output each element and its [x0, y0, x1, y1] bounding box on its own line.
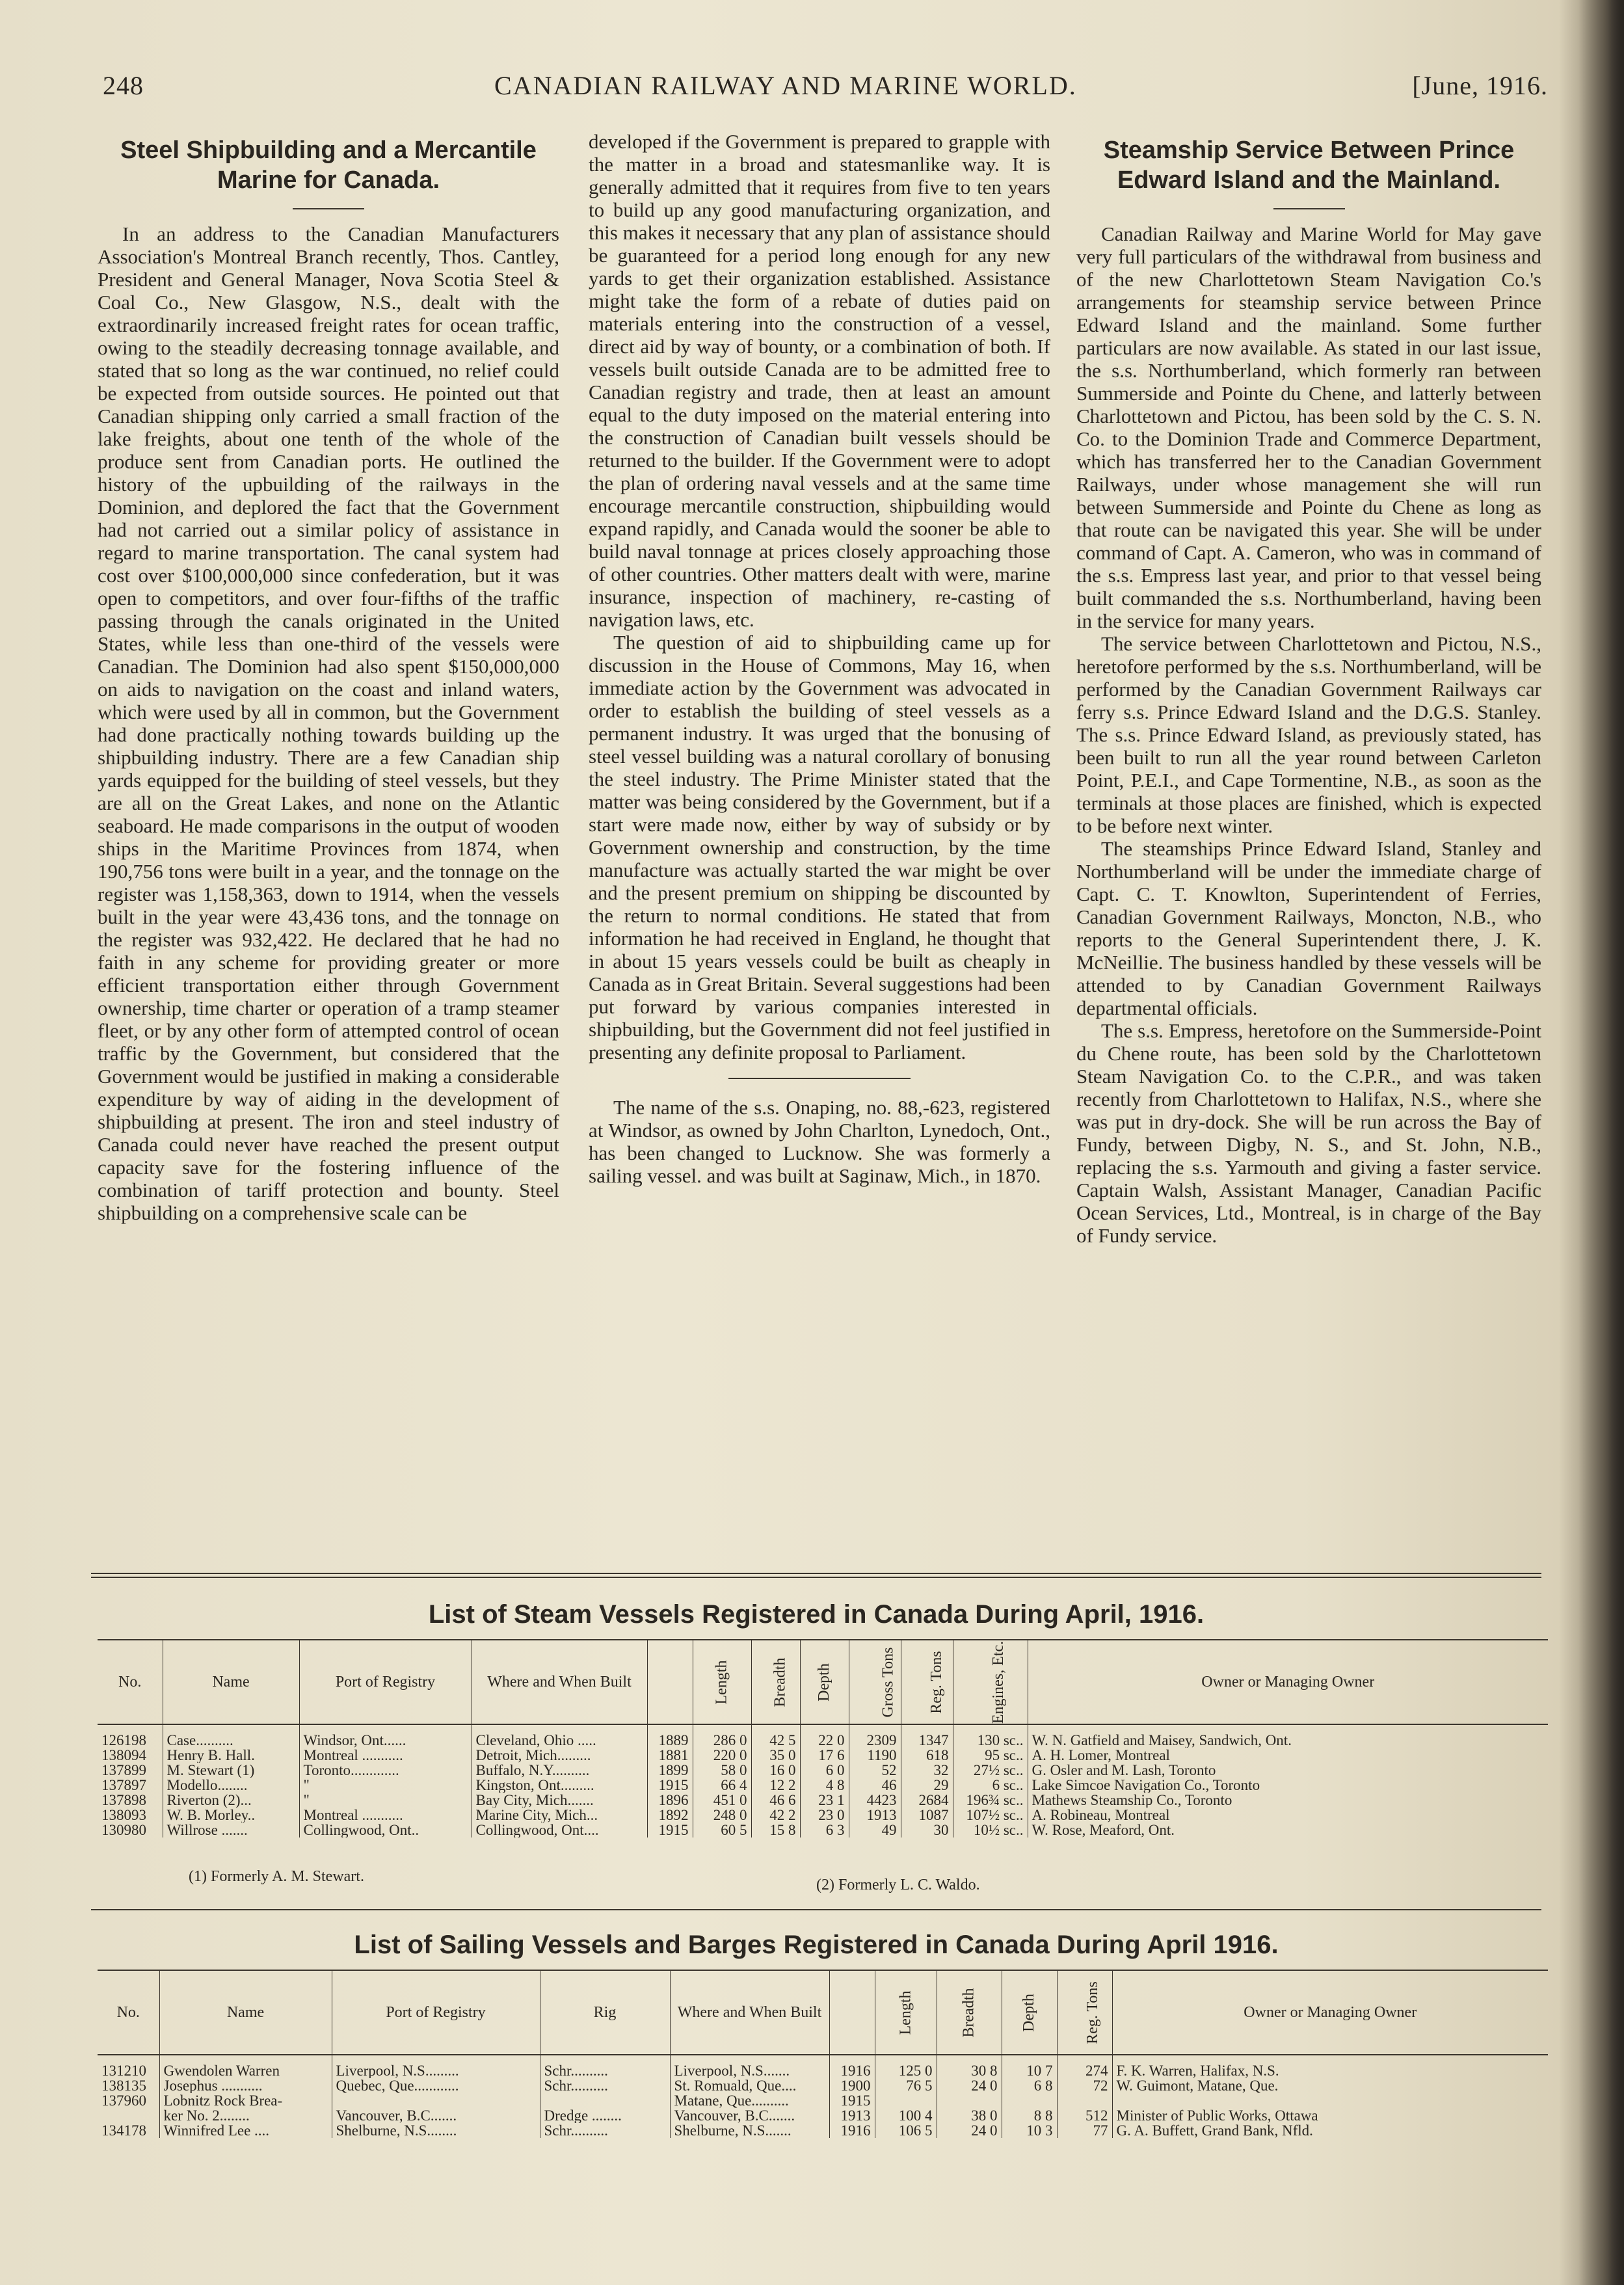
column-header: Name: [159, 1970, 332, 2055]
table-cell: 130 sc..: [953, 1724, 1028, 1748]
table-cell: 137960: [98, 2093, 159, 2108]
table-cell: 46 6: [751, 1793, 800, 1808]
table-cell: 220 0: [693, 1748, 751, 1763]
title-rule: [1273, 208, 1345, 209]
table-cell: 10½ sc..: [953, 1823, 1028, 1837]
table-cell: 24 0: [937, 2078, 1002, 2093]
table-cell: 125 0: [875, 2055, 937, 2078]
table-cell: Vancouver, B.C.......: [332, 2108, 540, 2123]
table-cell: F. K. Warren, Halifax, N.S.: [1116, 2063, 1279, 2078]
table-cell: 17 6: [800, 1748, 849, 1763]
table-cell: 451 0: [693, 1793, 751, 1808]
table-cell: 196¾ sc..: [953, 1793, 1028, 1808]
table-cell: 1915: [829, 2093, 875, 2108]
column-header: Port of Registry: [299, 1640, 472, 1724]
table-cell: Windsor, Ont......: [299, 1724, 472, 1748]
table-cell: 1916: [829, 2123, 875, 2138]
table-row: [98, 1808, 1548, 1823]
table-cell: Willrose .......: [163, 1823, 299, 1837]
table-cell: W. B. Morley..: [163, 1808, 299, 1823]
table-cell: W. N. Gatfield and Maisey, Sandwich, Ont.: [1032, 1732, 1292, 1748]
table-cell: 131210: [98, 2055, 159, 2078]
table-row: [98, 1724, 1548, 1748]
table-cell: W. Guimont, Matane, Que.: [1116, 2078, 1279, 2093]
table-cell: Collingwood, Ont....: [472, 1823, 647, 1837]
section-divider: [91, 1573, 1541, 1578]
table-cell: 138093: [98, 1808, 163, 1823]
table-cell: Henry B. Hall.: [163, 1748, 299, 1763]
table-cell: [1112, 2093, 1548, 2108]
table-cell: Schr..........: [540, 2078, 670, 2093]
table-cell: Schr..........: [540, 2123, 670, 2138]
sail-table-title: List of Sailing Vessels and Barges Registered in Canada During April 1916.: [354, 1931, 1279, 1959]
table-cell: 1900: [829, 2078, 875, 2093]
footnote: (2) Formerly L. C. Waldo.: [816, 1877, 980, 1893]
table-cell: 1896: [647, 1793, 693, 1808]
table-cell: Montreal ...........: [299, 1748, 472, 1763]
steam-table-title: List of Steam Vessels Registered in Canada During April, 1916.: [428, 1600, 1205, 1629]
table-cell: Case..........: [163, 1724, 299, 1748]
table-cell: M. Stewart (1): [163, 1763, 299, 1778]
table-cell: Riverton (2)...: [163, 1793, 299, 1808]
table-row: [98, 2123, 1548, 2138]
table-row: [98, 2108, 1548, 2123]
article-steamship-service: [1076, 130, 1541, 1247]
table-cell: ker No. 2........: [159, 2108, 332, 2123]
table-cell: 1190: [849, 1748, 901, 1763]
table-cell: 23 0: [800, 1808, 849, 1823]
table-cell: 30: [901, 1823, 953, 1837]
article-paragraph: The steamships Prince Edward Island, Stanley and Northumberland will be under the immediate charge of Capt. C. T. Knowlton, Superintendent of Ferries, Canadian Government Railways, Moncton, N.B., who reports to the General Superintendent there, J. K. McNeillie. The business handled by these vessels will be attended to by Canadian Government Railways departmental officials.: [1076, 837, 1541, 1019]
page-edge-shadow: [1578, 0, 1624, 2285]
table-cell: 134178: [98, 2123, 159, 2138]
table-cell: 1899: [647, 1763, 693, 1778]
table-cell: 126198: [98, 1724, 163, 1748]
table-cell: 32: [901, 1763, 953, 1778]
table-cell: 4 8: [800, 1778, 849, 1793]
table-row: [98, 2078, 1548, 2093]
table-cell: 72: [1057, 2078, 1112, 2093]
table-cell: Liverpool, N.S.......: [670, 2055, 829, 2078]
column-header: Port of Registry: [332, 1970, 540, 2055]
table-cell: Modello........: [163, 1778, 299, 1793]
table-cell: Montreal ...........: [299, 1808, 472, 1823]
article-paragraph: The question of aid to shipbuilding came up for discussion in the House of Commons, May 16, when immediate action by the Government was advocated in order to establish the building of steel vessels as a permanent industry. It was urged that the bonusing of steel vessel building was a natural corollary of bonusing the steel industry. The Prime Minister stated that the matter was being considered by the Government, but if a start were made now, either by way of subsidy or by Government ownership and construction, by the time manufacture was actually started the war might be over and the present premium on shipping be discounted by the return to normal conditions. He stated that from information he had received in England, he thought that in about 15 years vessels could be built as cheaply in Canada as in Great Britain. Several suggestions had been put forward by various companies interested in shipbuilding, but the Government did not feel justified in presenting any definite proposal to Parliament.: [589, 631, 1050, 1063]
table-cell: 2309: [849, 1724, 901, 1748]
table-cell: 137898: [98, 1793, 163, 1808]
table-cell: Mathews Steamship Co., Toronto: [1032, 1793, 1232, 1808]
title-rule: [293, 208, 364, 209]
table-cell: Josephus ...........: [159, 2078, 332, 2093]
article-paragraph-continued: developed if the Government is prepared to grapple with the matter in a broad and statesmanlike way. It is generally admitted that it requires from five to ten years to build up any good manufacturing organization, and this makes it necessary that any plan of assistance should be guaranteed for a period long enough for any new yards to get their organization established. Assistance might take the form of a rebate of duties paid on materials entering into the construction of a vessel, direct aid by way of bounty, or a combination of both. If vessels built outside Canada are to be admitted free to Canadian registry and trade, then at least an amount equal to the duty imposed on the material entering into the construction of Canadian built vessels should be returned to the builder. If the Government were to adopt the plan of ordering naval vessels and at the same time encourage mercantile construction, shipbuilding would expand rapidly, and Canada would the sooner be able to build naval tonnage at prices closely approaching those of other countries. Other matters dealt with were, marine insurance, inspection of machinery, re-casting of navigation laws, etc.: [589, 130, 1050, 631]
table-cell: 58 0: [693, 1763, 751, 1778]
table-cell: 49: [849, 1823, 901, 1837]
column-header: Where and When Built: [472, 1640, 647, 1724]
section-divider: [91, 1909, 1541, 1912]
table-cell: G. Osler and M. Lash, Toronto: [1032, 1763, 1216, 1778]
table-cell: G. A. Buffett, Grand Bank, Nfld.: [1116, 2123, 1313, 2138]
table-cell: 106 5: [875, 2123, 937, 2138]
article-paragraph: The service between Charlottetown and Pictou, N.S., heretofore performed by the s.s. Northumberland, will be performed by the Canadian Government Railways car ferry s.s. Prince Edward Island and the D.G.S. Stanley. The s.s. Prince Edward Island, as previously stated, has been built to run all the year round between Carleton Point, P.E.I., and Cape Tormentine, N.B., as soon as the terminals at those places are finished, which is expected to be before next winter.: [1076, 632, 1541, 837]
table-cell: 137899: [98, 1763, 163, 1778]
table-cell: W. Rose, Meaford, Ont.: [1032, 1823, 1175, 1837]
article-title: Steel Shipbuilding and a Mercantile Marine for Canada.: [120, 137, 537, 194]
issue-date: [June, 1916.: [1412, 71, 1548, 100]
table-cell: 1913: [849, 1808, 901, 1823]
table-cell: [332, 2093, 540, 2108]
column-header: Breadth: [937, 1970, 1002, 2055]
table-row: [98, 2093, 1548, 2108]
table-cell: 6 sc..: [953, 1778, 1028, 1793]
table-header-row: [98, 1640, 1548, 1724]
column-header: Name: [163, 1640, 299, 1724]
table-cell: 42 5: [751, 1724, 800, 1748]
sailing-vessels-table: [98, 1970, 1548, 2138]
column-header: Breadth: [751, 1640, 800, 1724]
table-cell: 8 8: [1002, 2108, 1057, 2123]
column-header: No.: [98, 1640, 163, 1724]
table-cell: ": [299, 1778, 472, 1793]
table-cell: Gwendolen Warren: [159, 2055, 332, 2078]
table-cell: 29: [901, 1778, 953, 1793]
table-cell: Quebec, Que............: [332, 2078, 540, 2093]
table-cell: 6 0: [800, 1763, 849, 1778]
table-cell: 77: [1057, 2123, 1112, 2138]
table-cell: Detroit, Mich.........: [472, 1748, 647, 1763]
table-cell: Bay City, Mich.......: [472, 1793, 647, 1808]
table-cell: 16 0: [751, 1763, 800, 1778]
table-cell: [937, 2093, 1002, 2108]
table-cell: Minister of Public Works, Ottawa: [1116, 2108, 1318, 2123]
table-cell: 15 8: [751, 1823, 800, 1837]
table-cell: 512: [1057, 2108, 1112, 2123]
table-cell: Cleveland, Ohio .....: [472, 1724, 647, 1748]
table-cell: 107½ sc..: [953, 1808, 1028, 1823]
column-header: Owner or Managing Owner: [1112, 1970, 1548, 2055]
table-cell: Buffalo, N.Y..........: [472, 1763, 647, 1778]
table-cell: St. Romuald, Que....: [670, 2078, 829, 2093]
table-cell: [1057, 2093, 1112, 2108]
table-cell: 138094: [98, 1748, 163, 1763]
table-cell: 23 1: [800, 1793, 849, 1808]
table-cell: 1347: [901, 1724, 953, 1748]
table-cell: Kingston, Ont.........: [472, 1778, 647, 1793]
page-number: 248: [103, 71, 144, 100]
column-header: Depth: [800, 1640, 849, 1724]
article-paragraph: In an address to the Canadian Manufacturers Association's Montreal Branch recently, Thos. Cantley, President and General Manager, Nova Scotia Steel & Coal Co., New Glasgow, N.S., dealt with the extraordinarily increased freight rates for ocean traffic, owing to the steadily decreasing tonnage available, and stated that so long as the war continued, no relief could be expected from outside sources. He pointed out that Canadian shipping only carried a small fraction of the lake freights, about one tenth of the whole of the produce sent from Canadian ports. He outlined the history of the upbuilding of the railways in the Dominion, and deplored the fact that the Government had not carried out a similar policy of assistance in regard to marine transportation. The canal system had cost over $100,000,000 since confederation, but it was open to competitors, and over four-fifths of the traffic passing through the canals originated in the United States, while less than one-third of the vessels were Canadian. The Dominion had also spent $150,000,000 on aids to navigation on the coast and inland waters, which were used by all in common, but the Government had done practically nothing towards building up the shipbuilding industry. There are a few Canadian ship yards equipped for the building of steel vessels, but they are all on the Great Lakes, and none on the Atlantic seaboard. He made comparisons in the output of wooden ships in the Maritime Provinces from 1874, when 190,756 tons were built in a year, and the tonnage on the register was 1,158,363, down to 1914, when the vessels built in the year were 43,436 tons, and the tonnage on the register was 932,422. He declared that he had no faith in any scheme for providing greater or more efficient transportation either through Government ownership, time charter or operation of a tramp steamer fleet, or by any other form of attempted control of ocean traffic by the Government, but considered that the Government would be justified in making a considerable expenditure by way of aiding in the development of shipbuilding at present. The iron and steel industry of Canada could never have reached the present output capacity save for the fostering influence of the combination of tariff protection and bounty. Steel shipbuilding on a comprehensive scale can be: [98, 222, 559, 1224]
table-cell: 4423: [849, 1793, 901, 1808]
table-cell: 22 0: [800, 1724, 849, 1748]
table-cell: 95 sc..: [953, 1748, 1028, 1763]
table-cell: 42 2: [751, 1808, 800, 1823]
table-cell: 2684: [901, 1793, 953, 1808]
table-cell: 138135: [98, 2078, 159, 2093]
table-cell: 1913: [829, 2108, 875, 2123]
table-cell: Vancouver, B.C.......: [670, 2108, 829, 2123]
table-cell: 6 8: [1002, 2078, 1057, 2093]
column-header: [829, 1970, 875, 2055]
table-cell: 274: [1057, 2055, 1112, 2078]
table-cell: Toronto.............: [299, 1763, 472, 1778]
column-header: Length: [875, 1970, 937, 2055]
table-cell: 130980: [98, 1823, 163, 1837]
table-cell: [540, 2093, 670, 2108]
table-cell: Shelburne, N.S.......: [670, 2123, 829, 2138]
table-cell: 52: [849, 1763, 901, 1778]
column-header: Owner or Managing Owner: [1028, 1640, 1548, 1724]
section-rule: [728, 1078, 911, 1079]
table-row: [98, 1823, 1548, 1837]
table-cell: Collingwood, Ont..: [299, 1823, 472, 1837]
table-cell: 1915: [647, 1778, 693, 1793]
table-cell: Matane, Que..........: [670, 2093, 829, 2108]
article-shipbuilding-col1: [98, 130, 559, 1224]
article-shipbuilding-col2: [589, 130, 1050, 1187]
article-title: Steamship Service Between Prince Edward Island and the Mainland.: [1103, 137, 1515, 194]
column-header: Reg. Tons: [901, 1640, 953, 1724]
publication-title: CANADIAN RAILWAY AND MARINE WORLD.: [494, 71, 1077, 100]
table-row: [98, 2055, 1548, 2078]
table-cell: Lake Simcoe Navigation Co., Toronto: [1032, 1778, 1260, 1793]
table-cell: [98, 2108, 159, 2123]
table-row: [98, 1763, 1548, 1778]
note-onaping: The name of the s.s. Onaping, no. 88,-623, registered at Windsor, as owned by John Charlton, Lynedoch, Ont., has been changed to Lucknow. She was formerly a sailing vessel. and was built at Saginaw, Mich., in 1870.: [589, 1096, 1050, 1187]
article-paragraph: The s.s. Empress, heretofore on the Summerside-Point du Chene route, has been sold by the Charlottetown Steam Navigation Co. to the C.P.R., and was taken recently from Charlottetown to Halifax, N.S., where she was put in dry-dock. She will be run across the Bay of Fundy, between Digby, N. S., and St. John, N.B., replacing the s.s. Yarmouth and giving a faster service. Captain Walsh, Assistant Manager, Canadian Pacific Ocean Services, Ltd., Montreal, is in charge of the Bay of Fundy service.: [1076, 1019, 1541, 1247]
table-cell: 100 4: [875, 2108, 937, 2123]
page-header: [98, 70, 1548, 109]
table-cell: Liverpool, N.S.........: [332, 2055, 540, 2078]
table-cell: 24 0: [937, 2123, 1002, 2138]
table-cell: 27½ sc..: [953, 1763, 1028, 1778]
table-cell: Lobnitz Rock Brea-: [159, 2093, 332, 2108]
table-cell: Dredge ........: [540, 2108, 670, 2123]
column-header: Length: [693, 1640, 751, 1724]
table-cell: Marine City, Mich...: [472, 1808, 647, 1823]
table-cell: 30 8: [937, 2055, 1002, 2078]
table-row: [98, 1748, 1548, 1763]
column-header: [647, 1640, 693, 1724]
table-cell: 1892: [647, 1808, 693, 1823]
table-cell: 618: [901, 1748, 953, 1763]
table-cell: A. H. Lomer, Montreal: [1032, 1748, 1170, 1763]
table-cell: A. Robineau, Montreal: [1032, 1808, 1170, 1823]
table-cell: 35 0: [751, 1748, 800, 1763]
table-cell: 12 2: [751, 1778, 800, 1793]
table-cell: 38 0: [937, 2108, 1002, 2123]
table-cell: [875, 2093, 937, 2108]
table-cell: ": [299, 1793, 472, 1808]
table-cell: Winnifred Lee ....: [159, 2123, 332, 2138]
table-cell: 1915: [647, 1823, 693, 1837]
table-cell: 1889: [647, 1724, 693, 1748]
footnote: (1) Formerly A. M. Stewart.: [189, 1868, 364, 1885]
table-cell: 1916: [829, 2055, 875, 2078]
table-cell: 248 0: [693, 1808, 751, 1823]
steam-vessels-table: [98, 1639, 1548, 1837]
table-row: [98, 1793, 1548, 1808]
column-header: Reg. Tons: [1057, 1970, 1112, 2055]
column-header: Engines, Etc.: [953, 1640, 1028, 1724]
table-cell: 10 3: [1002, 2123, 1057, 2138]
table-cell: 46: [849, 1778, 901, 1793]
column-header: Gross Tons: [849, 1640, 901, 1724]
table-cell: [1002, 2093, 1057, 2108]
table-cell: Shelburne, N.S........: [332, 2123, 540, 2138]
article-paragraph: Canadian Railway and Marine World for May gave very full particulars of the withdrawal from business and of the new Charlottetown Steam Navigation Co.'s arrangements for steamship service between Prince Edward Island and the mainland. Some further particulars are now available. As stated in our last issue, the s.s. Northumberland, which formerly ran between Summerside and Pointe du Chene, and latterly between Charlottetown and Pictou, has been sold by the C. S. N. Co. to the Dominion Trade and Commerce Department, which has transferred her to the Canadian Government Railways, under whose management she will run between Summerside and Pointe du Chene as long as that route can be navigated this year. She will be under command of Capt. A. Cameron, who was in command of the s.s. Empress last year, and prior to that vessel being built commanded the s.s. Northumberland, having been in the service for many years.: [1076, 222, 1541, 632]
table-cell: 6 3: [800, 1823, 849, 1837]
table-row: [98, 1778, 1548, 1793]
column-header: No.: [98, 1970, 159, 2055]
table-cell: 76 5: [875, 2078, 937, 2093]
table-cell: 286 0: [693, 1724, 751, 1748]
column-header: Depth: [1002, 1970, 1057, 2055]
column-header: Rig: [540, 1970, 670, 2055]
table-cell: 137897: [98, 1778, 163, 1793]
table-header-row: [98, 1970, 1548, 2055]
table-cell: 1087: [901, 1808, 953, 1823]
column-header: Where and When Built: [670, 1970, 829, 2055]
table-cell: 60 5: [693, 1823, 751, 1837]
table-cell: 1881: [647, 1748, 693, 1763]
table-cell: Schr..........: [540, 2055, 670, 2078]
table-cell: 10 7: [1002, 2055, 1057, 2078]
table-cell: 66 4: [693, 1778, 751, 1793]
